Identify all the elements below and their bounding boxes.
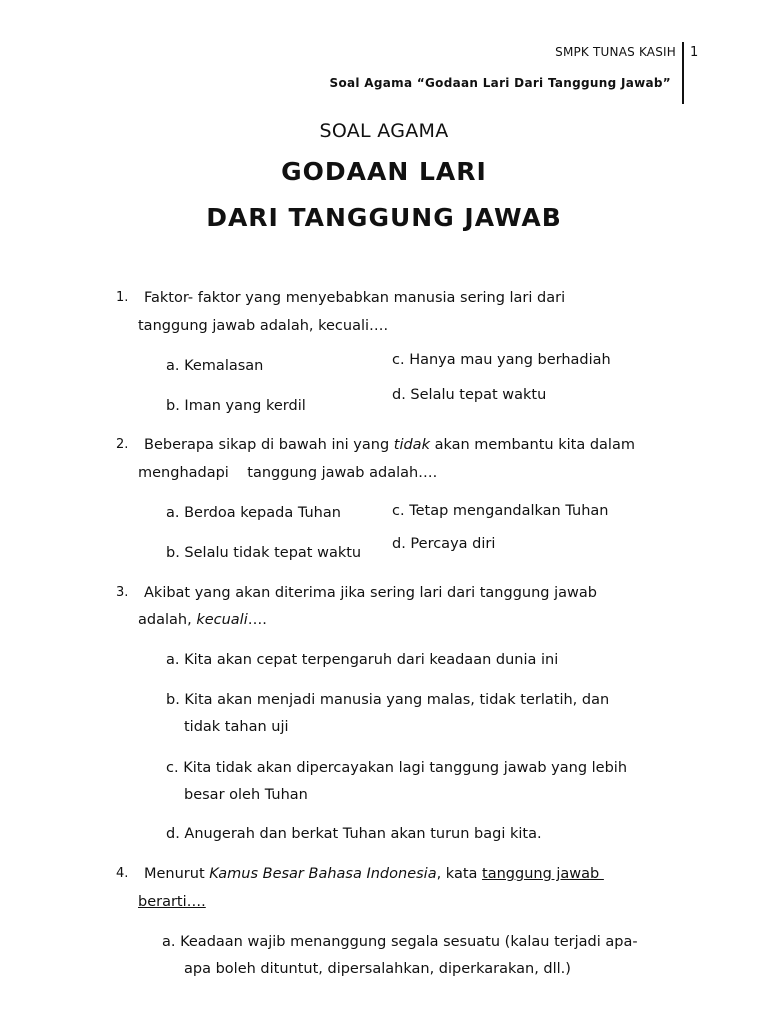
question-3-option-d: d. Anugerah dan berkat Tuhan akan turun bagi kita.: [166, 826, 542, 842]
header-divider: [682, 42, 684, 104]
question-1-number: 1.: [116, 290, 129, 305]
question-3-option-c-line2: besar oleh Tuhan: [184, 787, 308, 803]
question-1-option-d: d. Selalu tepat waktu: [392, 387, 547, 403]
question-4-number: 4.: [116, 866, 129, 881]
question-3-text-line1: Akibat yang akan diterima jika sering lari dari tanggung jawab: [144, 585, 597, 601]
question-4-term: tanggung jawab: [482, 866, 604, 882]
question-2-option-b: b. Selalu tidak tepat waktu: [166, 545, 362, 561]
document-label: SOAL AGAMA: [319, 120, 449, 142]
page-number: 1: [690, 45, 699, 60]
question-2-text-line1: Beberapa sikap di bawah ini yang tidak akan membantu kita dalam: [144, 437, 635, 453]
question-4-text-line2: berarti….: [138, 894, 206, 910]
document-title-line2: DARI TANGGUNG JAWAB: [206, 203, 562, 232]
question-2-number: 2.: [116, 437, 129, 452]
question-3-option-b-line1: b. Kita akan menjadi manusia yang malas, tidak terlatih, dan: [166, 692, 610, 708]
question-3-number: 3.: [116, 585, 129, 600]
question-3-emphasis: kecuali: [196, 612, 248, 628]
question-3-option-a: a. Kita akan cepat terpengaruh dari keadaan dunia ini: [166, 652, 559, 668]
question-1-option-a: a. Kemalasan: [166, 358, 264, 374]
header-subtitle: Soal Agama “Godaan Lari Dari Tanggung Jawab”: [329, 76, 671, 90]
question-1-option-c: c. Hanya mau yang berhadiah: [392, 352, 611, 368]
question-2-option-a: a. Berdoa kepada Tuhan: [166, 505, 341, 521]
question-2-emphasis: tidak: [393, 437, 430, 453]
document-title-line1: GODAAN LARI: [281, 157, 487, 186]
question-2-option-c: c. Tetap mengandalkan Tuhan: [392, 503, 609, 519]
question-1-text-line1: Faktor- faktor yang menyebabkan manusia sering lari dari: [144, 290, 566, 306]
question-4-text-line1: Menurut Kamus Besar Bahasa Indonesia, kata tanggung jawab: [144, 866, 604, 882]
question-3-option-b-line2: tidak tahan uji: [184, 719, 289, 735]
question-1-text-line2: tanggung jawab adalah, kecuali….: [138, 318, 389, 334]
question-4-dictionary-name: Kamus Besar Bahasa Indonesia: [209, 866, 437, 882]
question-3-text-line2: adalah, kecuali….: [138, 612, 267, 628]
question-2-option-d: d. Percaya diri: [392, 536, 496, 552]
question-4-option-a-line2: apa boleh dituntut, dipersalahkan, diperkarakan, dll.): [184, 961, 571, 977]
question-4-option-a-line1: a. Keadaan wajib menanggung segala sesuatu (kalau terjadi apa-: [162, 934, 638, 950]
question-1-option-b: b. Iman yang kerdil: [166, 398, 306, 414]
question-3-option-c-line1: c. Kita tidak akan dipercayakan lagi tanggung jawab yang lebih: [166, 760, 628, 776]
header-school-name: SMPK TUNAS KASIH: [555, 45, 676, 59]
question-2-text-line2: menghadapi tanggung jawab adalah….: [138, 465, 438, 481]
